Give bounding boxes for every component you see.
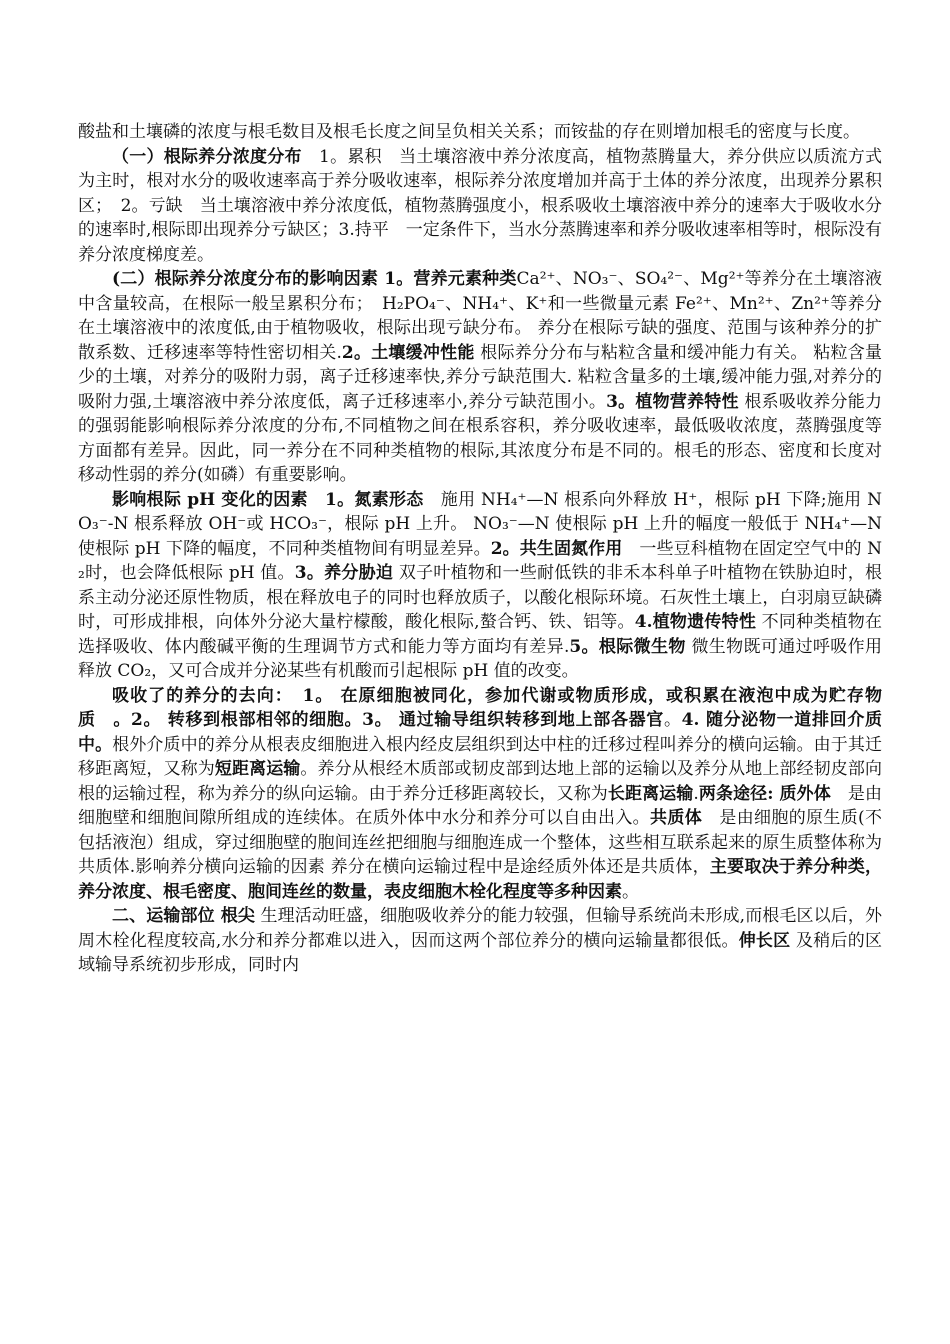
bold-heading-run: (二）根际养分浓度分布的影响因素 1。营养元素种类 bbox=[112, 269, 517, 289]
bold-heading-run: 二、运输部位 根尖 bbox=[112, 906, 255, 926]
bold-heading-run: 3。养分胁迫 bbox=[294, 563, 394, 583]
paragraph-intro-continuation bbox=[78, 120, 882, 145]
text-run: 施用 NH₄⁺—N 根系向外释放 H⁺，根际 pH 下降;施用 NO₃⁻-N 根系释放 OH⁻或 HCO₃⁻，根际 pH 上升。 NO₃⁻—N 使根际 pH 上升的幅度一般低于 NH₄⁺—N 使根际 pH 下降的幅度，不同种类植物间有明显差异。 bbox=[78, 489, 882, 559]
paragraph-rhizosphere-distribution bbox=[78, 145, 882, 268]
text-run: 生理活动旺盛，细胞吸收养分的能力较强，但输导系统尚未形成,而根毛区以后，外周木栓化程度较高,水分和养分都难以进入，因而这两个部位养分的横向运输量都很低。 bbox=[78, 906, 882, 951]
bold-heading-run: 4. 随分泌物一道排回介质中。 bbox=[78, 710, 882, 755]
bold-heading-run: 长距离运输 bbox=[607, 783, 694, 804]
text-run: 微生物既可通过呼吸作用释放 CO₂，又可合成并分泌某些有机酸而引起根际 pH 值的改变。 bbox=[78, 636, 882, 681]
bold-heading-run: 2。土壤缓冲性能 bbox=[341, 342, 475, 363]
bold-heading-run: 3。植物营养特性 bbox=[606, 391, 739, 412]
text-run: 酸盐和土壤磷的浓度与根毛数目及根毛长度之间呈负相关关系；而铵盐的存在则增加根毛的密度与长度。 bbox=[78, 122, 860, 142]
text-run: . bbox=[693, 783, 699, 804]
document-page bbox=[78, 120, 882, 978]
text-run: 1。累积 当土壤溶液中养分浓度高，植物蒸腾量大，养分供应以质流方式为主时，根对水分的吸收速率高于养分吸收速率，根际养分浓度增加并高于土体的养分浓度，出现养分累积区； 2。亏缺 当土壤溶液中养分浓度低，植物蒸腾强度小，根系吸收土壤溶液中养分的速率大于吸收水分的速率时,根际即出现养分亏缺区；3.持平 一定条件下，当水分蒸腾速率和养分吸收速率相等时，根际没有养分浓度梯度差。 bbox=[78, 146, 882, 265]
bold-heading-run: 主要取决于养分种类，养分浓度、根毛密度、胞间连丝的数量，表皮细胞木栓化程度等多种因素 bbox=[78, 857, 883, 902]
text-run: 。 bbox=[663, 710, 682, 730]
text-run: 根系吸收养分能力的强弱能影响根际养分浓度的分布,不同植物之间在根系容积，养分吸收速率，最低吸收浓度，蒸腾强度等方面都有差异。因此，同一养分在不同种类植物的根际,其浓度分布是不同的。根毛的形态、密度和长度对移动性弱的养分(如磷）有重要影响。 bbox=[78, 391, 882, 485]
text-run: 是由细胞的原生质(不包括液泡）组成，穿过细胞壁的胞间连丝把细胞与细胞连成一个整体，这些相互联系起来的原生质整体称为共质体.影响养分横向运输的因素 养分在横向运输过程中是途经质外体还是共质体， bbox=[78, 808, 883, 877]
bold-heading-run: 4.植物遗传特性 bbox=[634, 612, 757, 632]
bold-heading-run: 共质体 bbox=[650, 808, 703, 828]
text-run: 不同种类植物在选择吸收、体内酸碱平衡的生理调节方式和能力等方面均有差异. bbox=[78, 612, 883, 657]
bold-heading-run: （一）根际养分浓度分布 bbox=[112, 146, 302, 167]
text-run: 根际养分分布与粘粒含量和缓冲能力有关。 粘粒含量少的土壤，对养分的吸附力弱，离子迁移速率快,养分亏缺范围大. 粘粒含量多的土壤,缓冲能力强,对养分的吸附力强,土壤溶液中养分浓度低，离子迁移速率小,养分亏缺范围小。 bbox=[78, 342, 883, 412]
bold-heading-run: 5。根际微生物 bbox=[569, 636, 686, 657]
bold-heading-run: 吸收了的养分的去向： 1。 在原细胞被同化，参加代谢或物质形成，或积累在液泡中成为贮存物质 。2。 转移到根部相邻的细胞。3。 通过输导组织转移到地上部各器官 bbox=[78, 685, 882, 730]
paragraph-nutrient-fate bbox=[78, 684, 882, 905]
bold-heading-run: 2。共生固氮作用 bbox=[490, 538, 623, 559]
bold-heading-run: 短距离运输 bbox=[214, 759, 301, 779]
text-run: 根外介质中的养分从根表皮细胞进入根内经皮层组织到达中柱的迁移过程叫养分的横向运输。由于其迁移距离短，又称为 bbox=[78, 734, 882, 779]
text-run: 。 bbox=[622, 881, 639, 902]
bold-heading-run: 伸长区 bbox=[738, 930, 791, 951]
text-run: 一些豆科植物在固定空气中的 N₂时，也会降低根际 pH 值。 bbox=[78, 538, 882, 583]
text-run: Ca²⁺、NO₃⁻、SO₄²⁻、Mg²⁺等养分在土壤溶液中含量较高，在根际一般呈累积分布； H₂PO₄⁻、NH₄⁺、K⁺和一些微量元素 Fe²⁺、Mn²⁺、Zn²⁺等养分在土壤溶液中的浓度低,由于植物吸收，根际出现亏缺分布。 养分在根际亏缺的强度、范围与该种养分的扩散系数、迁移速率等特性密切相关. bbox=[78, 269, 882, 363]
bold-heading-run: 两条途径: 质外体 bbox=[698, 783, 831, 804]
text-run: 是由细胞壁和细胞间隙所组成的连续体。在质外体中水分和养分可以自由出入。 bbox=[78, 783, 883, 828]
paragraph-distribution-factors bbox=[78, 267, 882, 488]
text-run: 。养分从根经木质部或韧皮部到达地上部的运输以及养分从地上部经韧皮部向根的运输过程，称为养分的纵向运输。由于养分迁移距离较长，又称为 bbox=[78, 759, 883, 804]
paragraph-transport-sites bbox=[78, 904, 882, 978]
text-run: 及稍后的区域输导系统初步形成，同时内 bbox=[78, 930, 883, 975]
bold-heading-run: 影响根际 pH 变化的因素 1。氮素形态 bbox=[112, 489, 424, 510]
text-run: 双子叶植物和一些耐低铁的非禾本科单子叶植物在铁胁迫时，根系主动分泌还原性物质，根在释放电子的同时也释放质子，以酸化根际环境。石灰性土壤上，白羽扇豆缺磷时，可形成排根，向体外分泌大量柠檬酸，酸化根际,螯合钙、铁、铝等。 bbox=[78, 563, 882, 632]
paragraph-ph-factors bbox=[78, 488, 882, 684]
